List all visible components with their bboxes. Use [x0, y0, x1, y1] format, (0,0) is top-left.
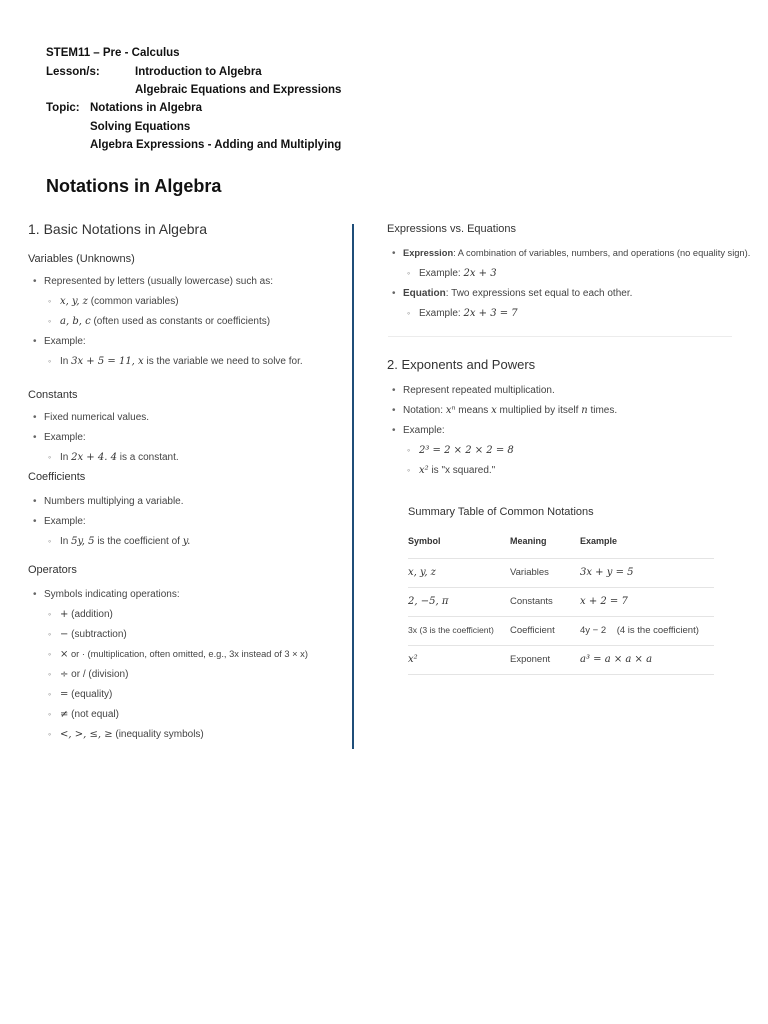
list-item: • Example:	[28, 335, 346, 348]
table-row	[408, 646, 714, 675]
lessons-label: Lesson/s:	[46, 66, 100, 78]
table-cell: 3x (3 is the coefficient)	[408, 625, 494, 635]
table-row	[408, 559, 714, 588]
list-item: • Fixed numerical values.	[28, 411, 346, 424]
table-cell: 2, −5, π	[408, 596, 449, 607]
list-item: ◦ Example: 2x + 3 = 7	[387, 307, 737, 320]
table-row	[408, 617, 714, 646]
operator-item: ◦ × or · (multiplication, often omitted, e.g., 3x instead of 3 × x)	[28, 648, 348, 661]
list-item: • Numbers multiplying a variable.	[28, 495, 346, 508]
operator-item: ◦ ≠ (not equal)	[28, 708, 348, 721]
list-item: • Represented by letters (usually lowercase) such as:	[28, 275, 346, 288]
operators-section	[28, 564, 348, 748]
operator-item: ◦ + (addition)	[28, 608, 348, 621]
list-item: ◦ 2³ = 2 × 2 × 2 = 8	[387, 444, 737, 457]
list-item: • Example:	[28, 515, 346, 528]
list-item: ◦ x, y, z (common variables)	[28, 295, 346, 308]
table-cell: Constants	[510, 596, 553, 607]
list-item: ◦ In 2x + 4. 4 is a constant.	[28, 451, 346, 464]
table-header-row	[408, 534, 714, 559]
coefficients-section	[28, 471, 346, 555]
list-item: • Symbols indicating operations:	[28, 588, 348, 601]
page-title: Notations in Algebra	[46, 176, 222, 196]
summary-table-title: Summary Table of Common Notations	[408, 506, 594, 518]
expressions-equations-section	[387, 223, 751, 327]
constants-section	[28, 389, 346, 471]
table-header: Symbol	[408, 536, 441, 546]
left-column	[28, 221, 346, 243]
constants-title: Constants	[28, 389, 78, 401]
table-cell: 3x + y = 5	[580, 567, 634, 578]
list-item: • Example:	[28, 431, 346, 444]
topic-1: Notations in Algebra	[90, 102, 203, 114]
operator-item: ◦ = (equality)	[28, 688, 348, 701]
table-cell: a³ = a × a × a	[580, 654, 653, 665]
basic-notations-heading: 1. Basic Notations in Algebra	[28, 221, 207, 237]
table-cell: x + 2 = 7	[580, 596, 628, 607]
operator-item: ◦ ÷ or / (division)	[28, 668, 348, 681]
variables-section	[28, 253, 346, 375]
list-item: ◦ a, b, c (often used as constants or coefficients)	[28, 315, 346, 328]
operators-title: Operators	[28, 564, 77, 576]
table-cell: x, y, z	[408, 567, 436, 578]
summary-table	[408, 506, 714, 675]
table-cell: 4y − 2 (4 is the coefficient)	[580, 625, 699, 636]
operator-item: ◦ <, >, ≤, ≥ (inequality symbols)	[28, 728, 348, 741]
list-item: • Represent repeated multiplication.	[387, 384, 737, 397]
list-item: • Notation: xⁿ means x multiplied by itself n times.	[387, 404, 737, 417]
lesson-1: Introduction to Algebra	[135, 66, 262, 78]
table-header: Meaning	[510, 536, 547, 546]
table-cell: Coefficient	[510, 625, 555, 636]
section-separator	[388, 336, 732, 337]
topic-3: Algebra Expressions - Adding and Multiplying	[90, 139, 342, 151]
column-divider	[352, 224, 354, 749]
table-header: Example	[580, 536, 618, 546]
table-cell: x²	[408, 654, 418, 665]
lesson-2: Algebraic Equations and Expressions	[135, 84, 342, 96]
variables-title: Variables (Unknowns)	[28, 253, 135, 265]
table-row	[408, 588, 714, 617]
table-cell: Variables	[510, 567, 549, 578]
topic-2: Solving Equations	[90, 121, 191, 133]
exponents-title: 2. Exponents and Powers	[387, 357, 536, 372]
topic-label: Topic:	[46, 102, 80, 114]
list-item: ◦ In 5y, 5 is the coefficient of y.	[28, 535, 346, 548]
list-item: • Example:	[387, 424, 737, 437]
coefficients-title: Coefficients	[28, 471, 86, 483]
list-item: ◦ In 3x + 5 = 11, x is the variable we need to solve for.	[28, 355, 346, 368]
table-cell: Exponent	[510, 654, 551, 665]
list-item: • Equation: Two expressions set equal to each other.	[387, 287, 737, 300]
list-item: • Expression: A combination of variables, numbers, and operations (no equality sign).	[387, 247, 737, 260]
list-item: ◦ x² is "x squared."	[387, 464, 737, 477]
expr-eq-title: Expressions vs. Equations	[387, 223, 517, 235]
exponents-section	[387, 357, 737, 484]
course-title: STEM11 – Pre - Calculus	[46, 47, 180, 59]
operator-item: ◦ − (subtraction)	[28, 628, 348, 641]
list-item: ◦ Example: 2x + 3	[387, 267, 737, 280]
